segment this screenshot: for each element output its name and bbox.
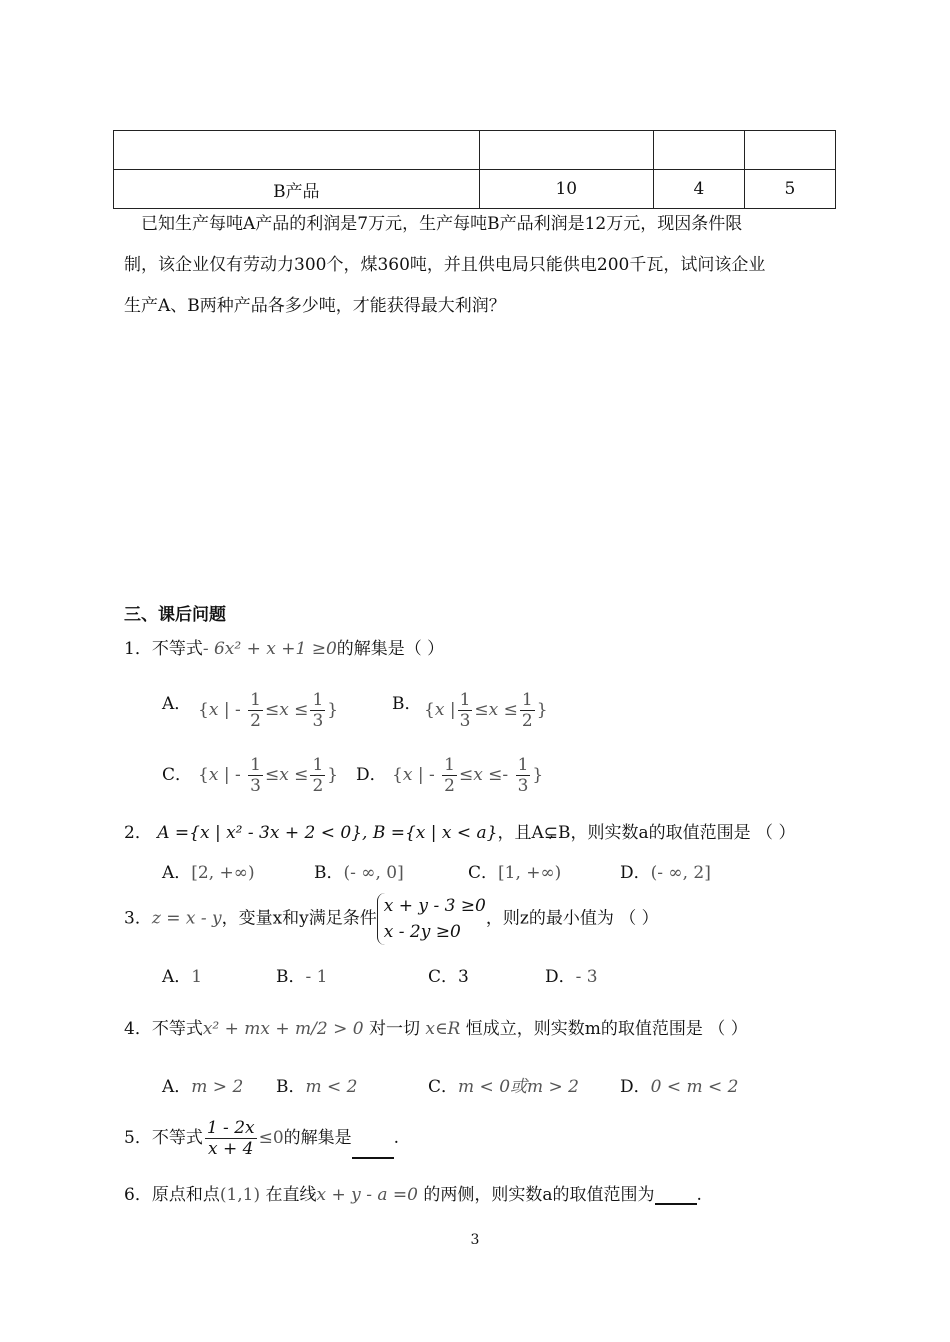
problem-line: 制，该企业仅有劳动力300个，煤360吨，并且供电局只能供电200千瓦，试问该企业 <box>124 255 766 275</box>
resource-table <box>113 130 836 209</box>
point: (1,1) <box>219 1185 261 1205</box>
option-label: C． <box>428 1077 459 1097</box>
math-expression: x + y - a =0 <box>316 1185 418 1205</box>
table-cell: 10 <box>479 170 653 209</box>
question-text: ，且A⊊B，则实数a的取值范围是 （ ） <box>497 823 796 843</box>
problem-line: 生产A、B两种产品各多少吨，才能获得最大利润？ <box>124 296 506 316</box>
math-condition: x∈R <box>425 1019 461 1039</box>
math-expression: x² + mx + m/2 > 0 <box>202 1019 364 1039</box>
option-text: (- ∞, 2] <box>650 863 711 883</box>
question-3 <box>124 893 659 945</box>
table-cell <box>114 131 480 170</box>
table-cell <box>653 131 744 170</box>
option-label: B． <box>392 694 422 714</box>
question-number: 5． <box>124 1128 152 1148</box>
option-d <box>545 962 598 987</box>
table-cell <box>479 131 653 170</box>
answer-blank[interactable] <box>352 1140 394 1159</box>
option-d-math: {x | - $\frac{1}{2}$ ≤x ≤- $\frac{1}{3}$ } <box>392 755 544 796</box>
option-label: B． <box>276 1077 306 1097</box>
period: . <box>393 1128 400 1148</box>
question-2 <box>124 818 795 843</box>
option-text: m < 2 <box>305 1077 358 1097</box>
math-relation: ≤0 <box>258 1128 284 1148</box>
option-label: D． <box>545 967 576 987</box>
option-label: B． <box>276 967 306 987</box>
math-expression: z = x - y <box>151 908 222 929</box>
table-cell <box>744 131 835 170</box>
option-label: D． <box>356 765 387 785</box>
option-a <box>162 689 191 714</box>
option-text: 1 <box>191 967 203 987</box>
option-a-math: {x | - $\frac{1}{2}$ ≤x ≤ $\frac{1}{3}$ } <box>198 690 339 731</box>
table-cell: B产品 <box>114 170 480 209</box>
table-cell: 4 <box>653 170 744 209</box>
option-text: [1, +∞) <box>498 863 562 883</box>
option-text: (- ∞, 0] <box>343 863 404 883</box>
question-4 <box>124 1014 748 1039</box>
option-c <box>468 858 561 883</box>
section-title: 三、课后问题 <box>124 605 226 625</box>
constraint-system <box>377 893 486 945</box>
answer-blank[interactable] <box>655 1186 697 1205</box>
page-number: 3 <box>470 1232 480 1248</box>
option-text: 3 <box>458 967 469 987</box>
question-text: 恒成立，则实数m的取值范围是 （ ） <box>465 1019 748 1039</box>
question-text: 的两侧，则实数a的取值范围为 <box>423 1185 655 1205</box>
option-a <box>162 1072 243 1097</box>
option-b-math: {x | $\frac{1}{3}$ ≤x ≤ $\frac{1}{2}$ } <box>424 690 548 731</box>
table-cell: 5 <box>744 170 835 209</box>
option-c-math: {x | - $\frac{1}{3}$ ≤x ≤ $\frac{1}{2}$ } <box>198 755 339 796</box>
option-text: - 1 <box>305 967 328 987</box>
question-number: 2． <box>124 823 152 843</box>
question-1 <box>124 634 444 659</box>
option-text: m < 0或m > 2 <box>458 1077 579 1097</box>
option-label: A． <box>162 1077 192 1097</box>
question-text: 原点和点 <box>151 1185 220 1205</box>
problem-text <box>124 204 834 327</box>
option-label: B． <box>314 863 344 883</box>
fraction-numerator: 1 - 2x <box>206 1118 255 1138</box>
fraction <box>205 1118 257 1159</box>
option-text: - 3 <box>575 967 598 987</box>
question-text: 的解集是（ ） <box>336 639 445 659</box>
question-text: 的解集是 <box>283 1128 352 1148</box>
question-5 <box>124 1118 399 1159</box>
option-a <box>162 858 255 883</box>
option-d <box>620 858 711 883</box>
option-d <box>620 1072 739 1097</box>
option-label: A． <box>162 967 192 987</box>
option-label: A． <box>162 694 192 714</box>
table-row <box>114 170 836 209</box>
option-b <box>276 962 327 987</box>
option-c <box>162 760 192 785</box>
option-b <box>276 1072 358 1097</box>
constraint-line: x + y - 3 ≥0 <box>383 896 486 916</box>
question-text: 不等式 <box>151 639 203 659</box>
option-a <box>162 962 202 987</box>
math-expression: - 6x² + x +1 ≥0 <box>202 639 337 659</box>
problem-line: 已知生产每吨A产品的利润是7万元，生产每吨B产品利润是12万元，现因条件限 <box>141 214 743 234</box>
option-label: D． <box>620 1077 651 1097</box>
period: . <box>696 1185 702 1205</box>
option-label: C． <box>468 863 499 883</box>
question-number: 4． <box>124 1019 152 1039</box>
table-row <box>114 131 836 170</box>
option-label: D． <box>620 863 651 883</box>
question-number: 3． <box>124 908 152 929</box>
question-number: 1． <box>124 639 152 659</box>
math-expression: A ={x | x² - 3x + 2 < 0}, B ={x | x < a} <box>157 823 498 843</box>
option-label: C． <box>162 765 193 785</box>
question-number: 6． <box>124 1185 152 1205</box>
option-c <box>428 962 469 987</box>
question-text: 不等式 <box>151 1019 203 1039</box>
question-text: ，则z的最小值为 （ ） <box>485 908 659 929</box>
question-text: 对一切 <box>368 1019 420 1039</box>
option-text: m > 2 <box>191 1077 244 1097</box>
option-c <box>428 1072 579 1097</box>
option-text: [2, +∞) <box>191 863 255 883</box>
option-b <box>314 858 404 883</box>
option-label: C． <box>428 967 459 987</box>
option-d <box>356 760 387 785</box>
question-text: ，变量x和y满足条件 <box>221 908 377 929</box>
question-text: 不等式 <box>151 1128 203 1148</box>
option-label: A． <box>162 863 192 883</box>
option-b <box>392 689 422 714</box>
constraint-line: x - 2y ≥0 <box>383 922 461 942</box>
option-text: 0 < m < 2 <box>650 1077 739 1097</box>
fraction-denominator: x + 4 <box>207 1139 254 1159</box>
question-6 <box>124 1180 702 1205</box>
question-text: 在直线 <box>265 1185 317 1205</box>
